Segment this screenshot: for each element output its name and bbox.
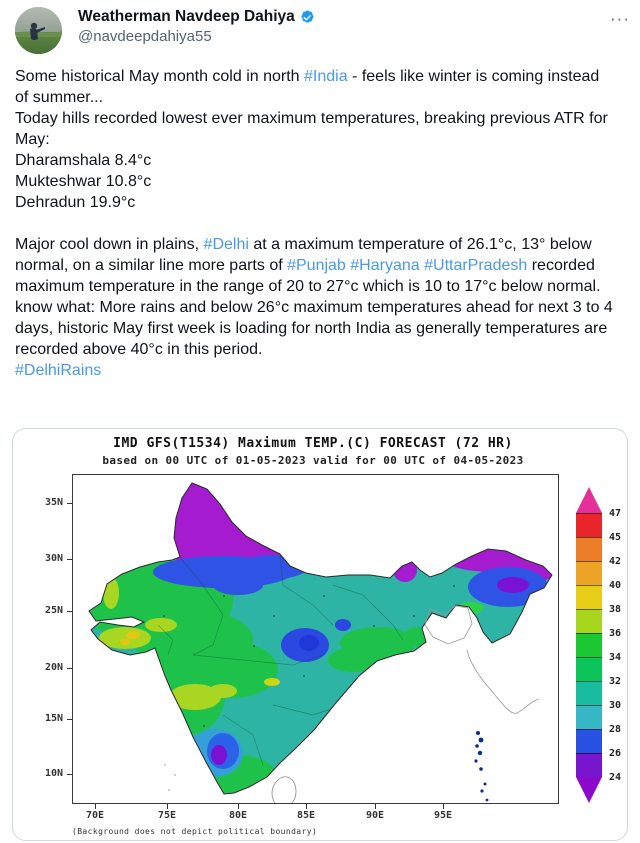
colorbar-below-min-arrow [576, 777, 602, 803]
tweet-text-segment: Dehradun 19.9°c [15, 194, 136, 211]
y-tick-label: 35N [44, 497, 63, 508]
tweet-line [15, 213, 615, 234]
map-footnote: (Background does not depict political boundary) [72, 827, 318, 836]
tweet-text-segment: Some historical May month cold in north [15, 68, 305, 85]
colorbar-label: 36 [609, 628, 622, 639]
colorbar-label: 47 [609, 508, 622, 519]
andaman-islands [474, 731, 488, 801]
tweet-line [15, 192, 615, 213]
colorbar-label: 26 [609, 748, 622, 759]
colorbar-label: 34 [609, 652, 622, 663]
colorbar-segment [576, 633, 602, 657]
x-tick-mark [375, 804, 376, 809]
tweet-line [15, 150, 615, 171]
y-tick-mark [67, 668, 72, 669]
india-temperature-map [73, 475, 559, 804]
x-tick-label: 80E [228, 810, 248, 821]
tweet-line [15, 108, 615, 150]
colorbar-segment [576, 537, 602, 561]
colorbar-segment [576, 513, 602, 537]
map-plot-frame [72, 474, 559, 804]
hashtag-link[interactable]: #Punjab [287, 257, 346, 274]
y-tick-mark [67, 774, 72, 775]
colorbar-segment [576, 585, 602, 609]
y-tick-mark [67, 503, 72, 504]
y-tick-label: 10N [44, 768, 63, 779]
hashtag-link[interactable]: #Delhi [203, 236, 249, 253]
y-tick-mark [67, 611, 72, 612]
colorbar-label: 38 [609, 604, 622, 615]
y-tick-label: 15N [44, 713, 63, 724]
hashtag-link[interactable]: #Haryana [350, 257, 420, 274]
name-block [78, 8, 316, 45]
hashtag-link[interactable]: #India [304, 68, 348, 85]
colorbar-segment [576, 729, 602, 753]
avatar-photo [15, 7, 62, 54]
tweet-line [15, 360, 615, 381]
tweet-text-segment: at a maximum temperature of 26.1°c, 13° below normal, on a similar line more parts of [15, 236, 592, 274]
x-tick-label: 90E [365, 810, 385, 821]
colorbar-segment [576, 561, 602, 585]
tweet-line [15, 66, 615, 108]
temperature-colorbar [576, 487, 622, 803]
y-tick-label: 25N [44, 605, 63, 616]
colorbar-label: 30 [609, 700, 622, 711]
x-tick-mark [238, 804, 239, 809]
tweet-text-segment: recorded maximum temperature in the range of 20 to 27°c which is 10 to 17°c below normal. [15, 257, 601, 295]
tweet-text-segment: know what: More rains and below 26°c maximum temperatures ahead for next 3 to 4 days, historic May first week is loading for north India as generally temperatures are recorded above 40°c in this period. [15, 299, 613, 358]
map-title: IMD GFS(T1534) Maximum TEMP.(C) FORECAST (72 HR) [113, 436, 513, 451]
tweet-text-segment: Dharamshala 8.4°c [15, 152, 152, 169]
y-tick-mark [67, 719, 72, 720]
tweet-text-segment: - feels like winter is coming instead of summer... [15, 68, 600, 106]
sri-lanka-outline [272, 777, 296, 804]
y-tick-label: 20N [44, 662, 63, 673]
display-name[interactable]: Weatherman Navdeep Dahiya [78, 8, 295, 25]
myanmar-coast-outline [467, 650, 539, 713]
tweet-text [15, 66, 615, 381]
colorbar-segment [576, 681, 602, 705]
x-tick-label: 70E [85, 810, 105, 821]
colorbar-label: 24 [609, 772, 622, 783]
hashtag-link[interactable]: #DelhiRains [15, 362, 102, 379]
tweet-line [15, 234, 615, 297]
more-menu-icon[interactable]: ··· [610, 9, 630, 28]
x-tick-label: 95E [433, 810, 453, 821]
colorbar-label: 45 [609, 532, 622, 543]
verified-badge-icon [299, 9, 316, 26]
tweet-image-map-card[interactable] [12, 428, 628, 841]
colorbar-label: 28 [609, 724, 622, 735]
colorbar-label: 32 [609, 676, 622, 687]
avatar[interactable] [15, 7, 62, 54]
hashtag-link[interactable]: #UttarPradesh [424, 257, 528, 274]
x-tick-mark [443, 804, 444, 809]
tweet-line [15, 297, 615, 360]
colorbar-segment [576, 753, 602, 777]
x-tick-mark [306, 804, 307, 809]
colorbar-segment [576, 609, 602, 633]
tweet-text-segment: Today hills recorded lowest ever maximum temperatures, breaking previous ATR for May: [15, 110, 608, 148]
tweet-text-segment: Mukteshwar 10.8°c [15, 173, 152, 190]
user-handle[interactable]: @navdeepdahiya55 [78, 28, 212, 45]
map-subtitle: based on 00 UTC of 01-05-2023 valid for 00 UTC of 04-05-2023 [102, 454, 524, 467]
tweet-text-segment: Major cool down in plains, [15, 236, 204, 253]
tweet-header [15, 6, 630, 58]
colorbar-label: 40 [609, 580, 622, 591]
x-tick-label: 75E [157, 810, 177, 821]
y-tick-label: 30N [44, 553, 63, 564]
colorbar-segment [576, 705, 602, 729]
x-tick-mark [167, 804, 168, 809]
x-tick-label: 85E [296, 810, 316, 821]
tweet-line [15, 171, 615, 192]
y-tick-mark [67, 559, 72, 560]
colorbar-above-max-arrow [576, 487, 602, 513]
colorbar-segment [576, 657, 602, 681]
x-tick-mark [95, 804, 96, 809]
colorbar-label: 42 [609, 556, 622, 567]
